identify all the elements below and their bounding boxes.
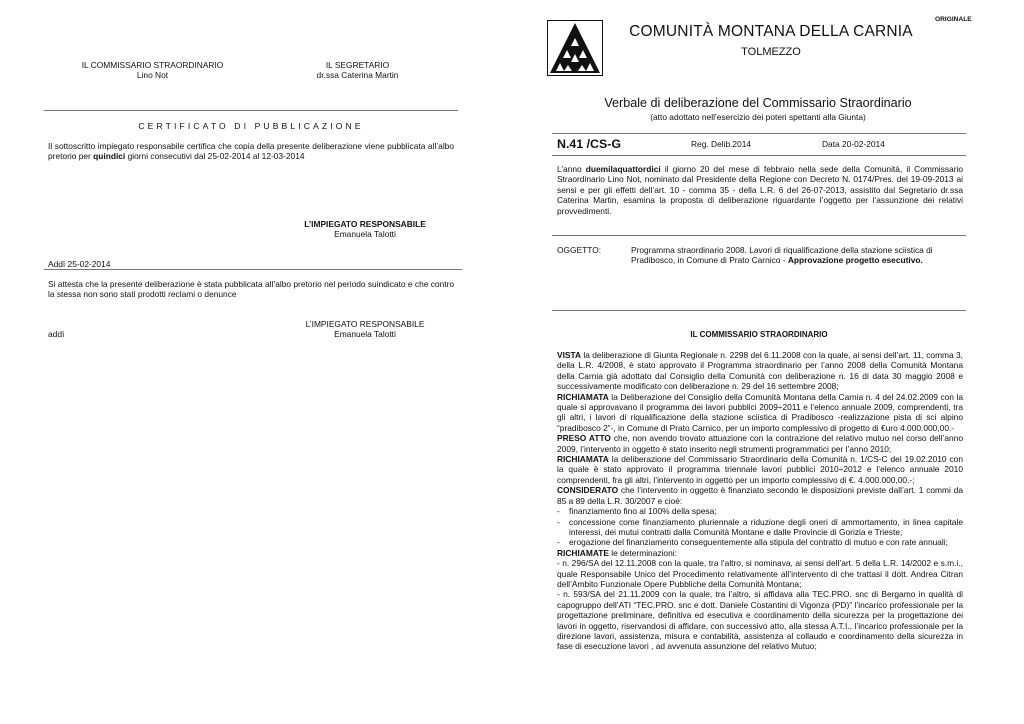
org-name: COMUNITÀ MONTANA DELLA CARNIA — [629, 23, 913, 40]
paragraph-text: le determinazioni: — [608, 547, 677, 558]
paragraph-text: la deliberazione del Commissario Straordinario della Comunità n. 1/CS-C del 19.02.2010 con la quale è stato approvato il programma triennale lavori pubblici 2010÷2012 e l’elenco annuale 2010 comprendenti, fra gli altri, l’intervento in oggetto per un importo complessivo di €. 4.000.000,00.-; — [557, 454, 963, 485]
impiegato-title-2: L’IMPIEGATO RESPONSABILE — [305, 319, 425, 329]
paragraph-richiamata-1 — [557, 392, 963, 434]
intro-text — [557, 164, 963, 216]
delib-date: Data 20-02-2014 — [822, 139, 885, 149]
paragraph-text: che l’intervento in oggetto è finanziato secondo le disposizioni previste dall’art. 1 commi da 85 a 89 della L.R. 30/2007 e cioè: — [557, 485, 963, 506]
list-item: - concessione come finanziamento pluriennale a riduzione degli oneri di ammortamento, in linea capitale interessi, dei mutui contratti dalla Comunità Montane e dalle Provincie di Gorizia e Trieste; — [557, 516, 963, 537]
oggetto-bold: Approvazione progetto esecutivo. — [787, 255, 923, 266]
divider — [552, 155, 966, 156]
cert-text-bold: quindici — [93, 151, 126, 162]
determination-2: - n. 593/SA del 21.11.2009 con la quale, tra l’altro, si affidava alla TEC.PRO. snc di Bergamo in qualità di capogruppo dell’ATI “TEC.PRO. snc e dott. Daniele Costantini di Vigonza (PD)” l’incarico professionale per la progettazione preliminare, definitiva ed esecutiva e coordinamento della sicurezza per la progettazione dei lavori in oggetto, riservandosi di affidare, con successivo atto, alla stessa A.T.I., l’incarico professionale per la direzione lavori, assistenza, misura e contabilità, assistenza al collaudo e coordinamento della sicurezza in fase di esecuzione lavori , ad avvenuta assunzione del relativo Mutuo; — [557, 589, 963, 652]
intro-part-1: L’anno — [557, 164, 586, 174]
addi-date: Addì 25-02-2014 — [48, 259, 111, 269]
delib-number: N.41 /CS-G — [557, 137, 622, 151]
list-item-text: finanziamento fino al 100% della spesa; — [569, 506, 717, 517]
verbale-subtitle: (atto adottato nell’esercizio dei poteri spettanti alla Giunta) — [650, 112, 866, 122]
org-city: TOLMEZZO — [741, 46, 801, 58]
commissario-signature-block — [60, 60, 245, 81]
logo — [547, 20, 603, 76]
cert-heading: CERTIFICATO DI PUBBLICAZIONE — [138, 121, 364, 131]
list-item: - erogazione del finanziamento conseguentemente alla stipula del contratto di mutuo e con rate annuali; — [557, 537, 948, 548]
segretario-name: dr.ssa Caterina Martin — [316, 70, 399, 81]
paragraph-vista — [557, 350, 963, 392]
intro-bold: duemilaquattordici — [585, 164, 661, 174]
keyword: PRESO ATTO — [557, 433, 611, 444]
list-item: - finanziamento fino al 100% della spesa; — [557, 506, 717, 517]
body-heading: IL COMMISSARIO STRAORDINARIO — [690, 330, 828, 339]
paragraph-text: che, non avendo trovato attuazione con la contrazione del relativo mutuo nel corso dell’anno 2009, l’intervento in oggetto è stato inserito negli strumenti programmatici per l’anno 2010; — [557, 433, 964, 454]
paragraph-considerato — [557, 485, 963, 506]
impiegato-title: L’IMPIEGATO RESPONSABILE — [304, 219, 426, 229]
impiegato-name-2: Emanuela Talotti — [334, 329, 396, 339]
keyword: RICHIAMATA — [557, 454, 609, 465]
originale-label: ORIGINALE — [935, 16, 972, 23]
list-item-text: concessione come finanziamento pluriennale a riduzione degli oneri di ammortamento, in linea capitale interessi, dei mutui contratti dalla Comunità Montane e dalle Provincie di Gorizia e Trieste; — [569, 516, 963, 537]
reg-delib: Reg. Delib.2014 — [691, 139, 752, 149]
intro-part-2: il giorno 20 del mese di febbraio nella sede della Comunità, il Commissario Straordinario Lino Not, nominato dal Presidente della Regione con Decreto N. 0174/Pres. del 19-09-2013 ai sensi e per gli effetti dell’art. 10 - comma 35 - della L.R. 6 del 26-07-2013, assistito dal Segretario dr.ssa Caterina Martin, esamina la proposta di deliberazione riguardante l’oggetto per l’assunzione dei relativi provvedimenti. — [557, 164, 964, 216]
addi-label: addì — [48, 329, 65, 339]
commissario-name: Lino Not — [136, 70, 169, 81]
cert-text-part-1: Il sottoscritto impiegato responsabile certifica che copia della presente deliberazione viene pubblicata all’albo pretorio per — [48, 141, 454, 162]
commissario-title: IL COMMISSARIO STRAORDINARIO — [81, 60, 224, 70]
oggetto-text — [631, 245, 965, 266]
mountain-logo-icon — [547, 20, 603, 76]
list-item-text: erogazione del finanziamento conseguentemente alla stipula del contratto di mutuo e con rate annuali; — [569, 537, 948, 548]
divider — [552, 133, 966, 134]
segretario-signature-block — [280, 60, 435, 81]
cert-text-part-2: giorni consecutivi dal 25-02-2014 al 12-03-2014 — [125, 151, 305, 162]
determination-1: - n. 296/SA del 12.11.2008 con la quale, tra l’altro, si nominava, ai sensi dell’art. 5 della L.R. 14/2002 e s.m.i., quale Responsabile Unico del Procedimento relativamente all’intervento di che trattasi il dott. Andrea Citran dell’Ambito Funzionale Opere Pubbliche della Comunità Montana; — [557, 558, 963, 589]
paragraph-richiamata-2 — [557, 454, 963, 485]
oggetto-text-part: Programma straordinario 2008. Lavori di riqualificazione della stazione sciistica di Pradibosco, in Comune di Prato Carnico - — [631, 245, 933, 266]
segretario-title: IL SEGRETARIO — [325, 60, 390, 70]
impiegato-block-1 — [280, 219, 450, 240]
cert-text — [48, 141, 454, 162]
paragraph-text: la Deliberazione del Consiglio della Comunità Montana della Carnia n. 4 del 24.02.2009 con la quale si approvavano il programma dei lavori pubblici 2009÷2011 e l’elenco annuale 2009, comprendenti, tra gli altri, i lavori di riqualificazione della stazione sciistica di Pradibosco -realizzazione pista di sci alpino “pradibosco 2”-, in Comune di Prato Carnico, per un importo complessivo di progetto di €uro 4.000.000,00.- — [557, 391, 963, 433]
paragraph-text: la deliberazione di Giunta Regionale n. 2298 del 6.11.2008 con la quale, ai sensi dell’art. 11, comma 3, della L.R. 4/2008, è stato approvato il Programma straordinario per l’anno 2008 della Comunità Montana della Carnia già adottato dal Consiglio della Comunità con deliberazione n. 16 di data 30 maggio 2008 e successivamente modificato con deliberazione n. 29 del 16 settembre 2008; — [557, 350, 963, 392]
oggetto-label: OGGETTO: — [557, 245, 602, 255]
attesta-text: Si attesta che la presente deliberazione è stata pubblicata all’albo pretorio nel periodo suindicato e che contro la stessa non sono stati prodotti reclami o denunce — [48, 279, 454, 300]
divider — [552, 310, 966, 311]
divider — [44, 269, 462, 270]
keyword: RICHIAMATE — [557, 547, 609, 558]
keyword: VISTA — [557, 350, 582, 360]
divider — [44, 110, 458, 111]
impiegato-name: Emanuela Talotti — [334, 229, 396, 240]
divider — [552, 235, 966, 236]
keyword: RICHIAMATA — [557, 391, 609, 402]
paragraph-preso-atto — [557, 433, 963, 454]
keyword: CONSIDERATO — [557, 485, 619, 496]
verbale-title: Verbale di deliberazione del Commissario Straordinario — [604, 96, 912, 110]
deliberation-body — [557, 350, 963, 652]
paragraph-richiamate — [557, 548, 963, 558]
